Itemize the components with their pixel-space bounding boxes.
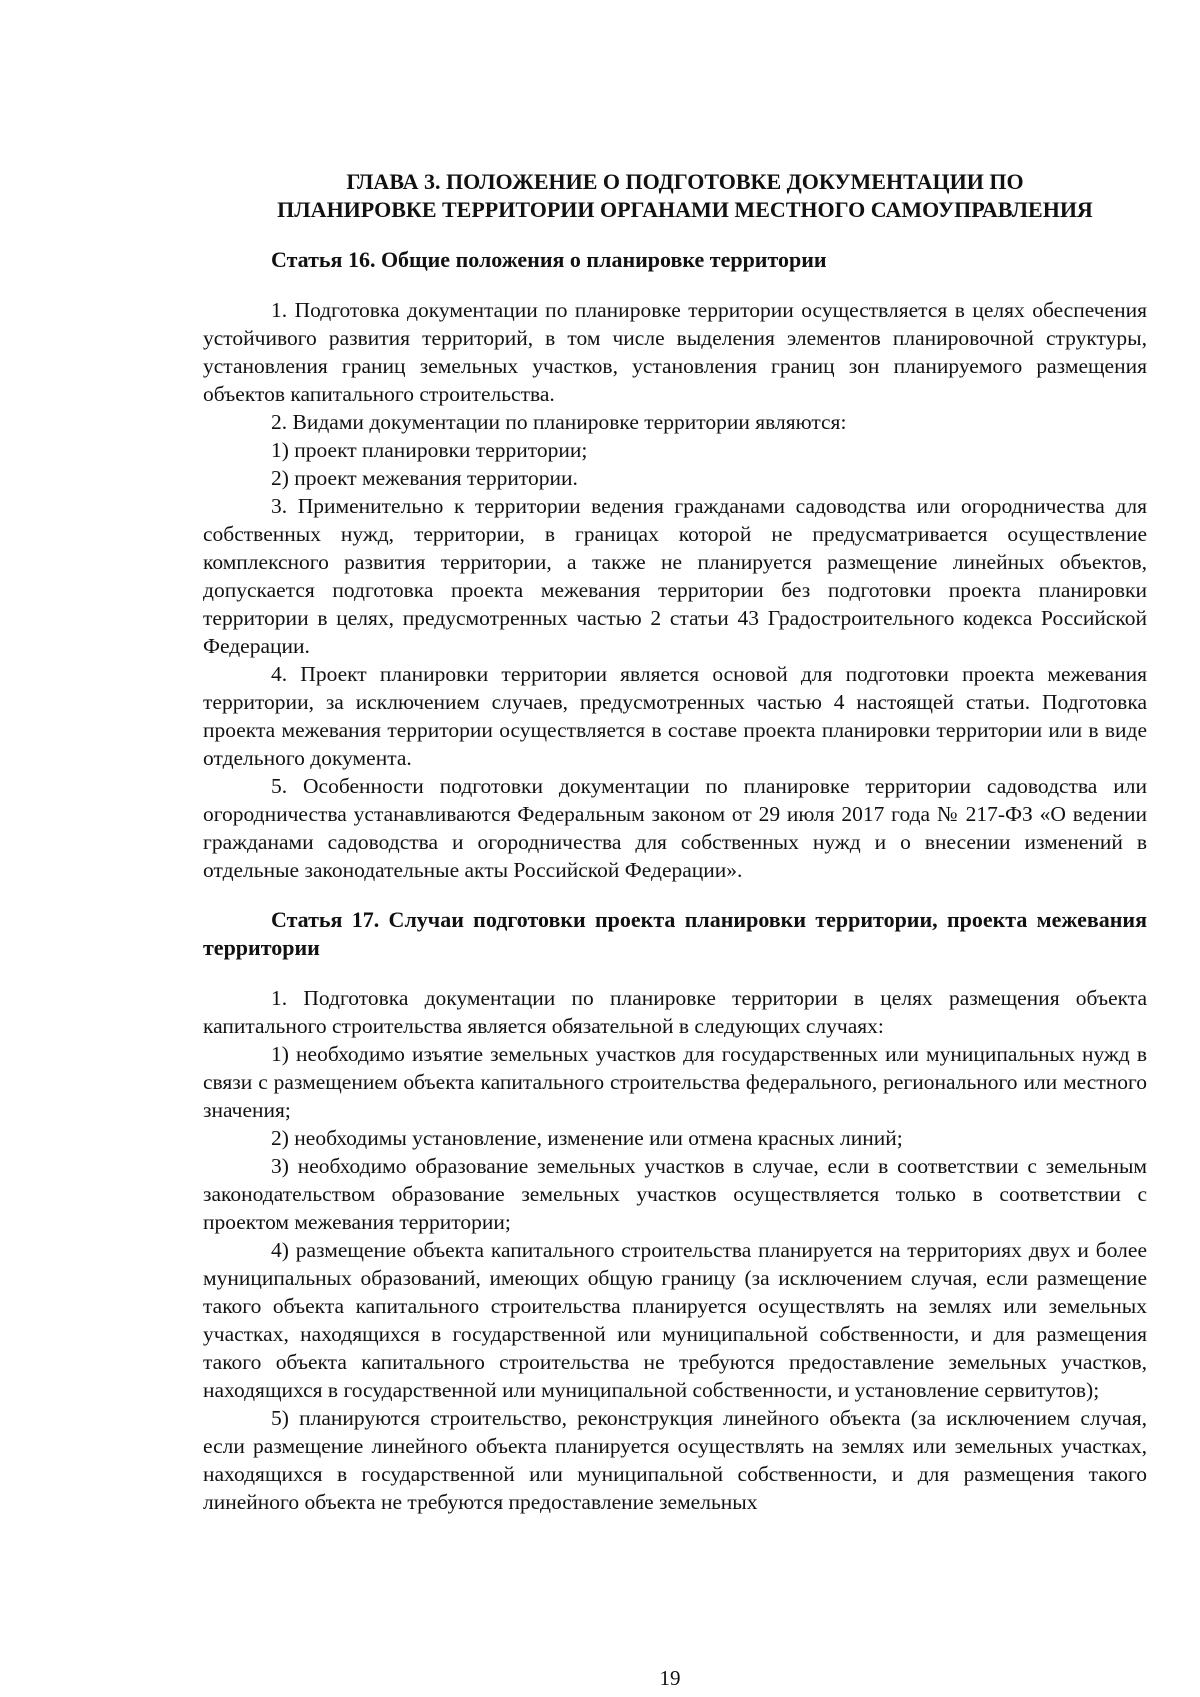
- chapter-heading-line-2: ПЛАНИРОВКЕ ТЕРРИТОРИИ ОРГАНАМИ МЕСТНОГО САМОУПРАВЛЕНИЯ: [277, 197, 1093, 222]
- article-16-list-item: 1) проект планировки территории;: [271, 438, 588, 462]
- page-content: [203, 168, 1147, 1516]
- article-16-list-item: 2) проект межевания территории.: [271, 466, 578, 490]
- article-16-paragraph: 5. Особенности подготовки документации по планировке территории садоводства или огородничества устанавливаются Федеральным законом от 29 июля 2017 года № 217-ФЗ «О ведении гражданами садоводства и огородничества для собственных нужд и о внесении изменений в отдельные законодательные акты Российской Федерации».: [203, 774, 1147, 882]
- article-17-list-item: 3) необходимо образование земельных участков в случае, если в соответствии с земельным законодательством образование земельных участков осуществляется только в соответствии с проектом межевания территории;: [203, 1154, 1147, 1234]
- article-17-list-item: 1) необходимо изъятие земельных участков для государственных или муниципальных нужд в связи с размещением объекта капитального строительства федерального, регионального или местного значения;: [203, 1042, 1147, 1122]
- chapter-heading: [203, 168, 1147, 224]
- article-17-list-item: 5) планируются строительство, реконструкция линейного объекта (за исключением случая, если размещение линейного объекта планируется осуществлять на землях или земельных участках, находящихся в государственной или муниципальной собственности, и для размещения такого линейного объекта не требуются предоставление земельных: [203, 1406, 1147, 1514]
- article-16-title: Статья 16. Общие положения о планировке территории: [271, 247, 827, 272]
- article-17-list-item: 4) размещение объекта капитального строительства планируется на территориях двух и более муниципальных образований, имеющих общую границу (за исключением случая, если размещение такого объекта капитального строительства планируется осуществлять на землях или земельных участках, находящихся в государственной или муниципальной собственности, и для размещения такого объекта капитального строительства не требуются предоставление земельных участков, находящихся в государственной или муниципальной собственности, и установление сервитутов);: [203, 1238, 1147, 1402]
- article-17-title: Статья 17. Случаи подготовки проекта планировки территории, проекта межевания территории: [203, 907, 1147, 960]
- chapter-heading-line-1: ГЛАВА 3. ПОЛОЖЕНИЕ О ПОДГОТОВКЕ ДОКУМЕНТАЦИИ ПО: [346, 169, 1024, 194]
- article-16-paragraph: 1. Подготовка документации по планировке территории осуществляется в целях обеспечения устойчивого развития территорий, в том числе выделения элементов планировочной структуры, установления границ земельных участков, установления границ зон планируемого размещения объектов капитального строительства.: [203, 298, 1147, 406]
- article-16-paragraph: 4. Проект планировки территории является основой для подготовки проекта межевания территории, за исключением случаев, предусмотренных частью 4 настоящей статьи. Подготовка проекта межевания территории осуществляется в составе проекта планировки территории или в виде отдельного документа.: [203, 662, 1147, 770]
- article-16-paragraph: 2. Видами документации по планировке территории являются:: [271, 410, 847, 434]
- article-17-paragraph: 1. Подготовка документации по планировке территории в целях размещения объекта капитального строительства является обязательной в следующих случаях:: [203, 986, 1147, 1038]
- article-17-list-item: 2) необходимы установление, изменение или отмена красных линий;: [271, 1126, 903, 1150]
- article-16-paragraph: 3. Применительно к территории ведения гражданами садоводства или огородничества для собственных нужд, территории, в границах которой не предусматривается осуществление комплексного развития территории, а также не планируется размещение линейных объектов, допускается подготовка проекта межевания территории без подготовки проекта планировки территории в целях, предусмотренных частью 2 статьи 43 Градостроительного кодекса Российской Федерации.: [203, 494, 1147, 658]
- page-number: 19: [659, 1666, 681, 1690]
